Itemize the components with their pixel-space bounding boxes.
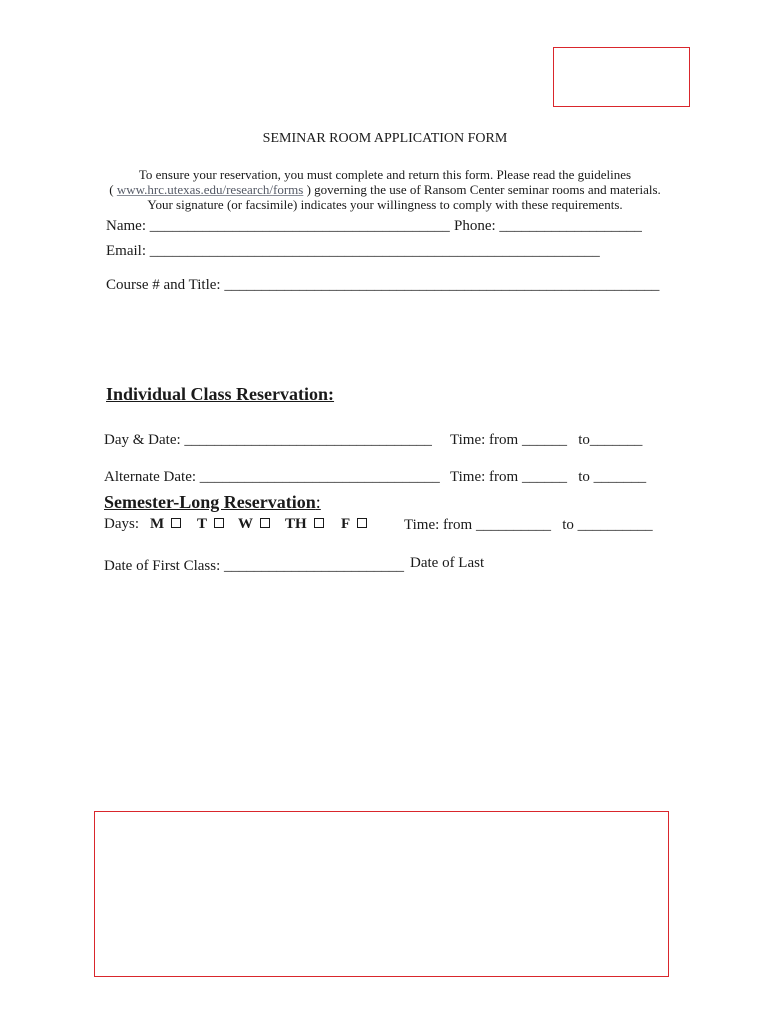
time-row-2 [450, 469, 646, 486]
time-from-field-2[interactable]: ______ [521, 469, 567, 485]
day-date-field[interactable]: _________________________________ [184, 432, 432, 448]
time-to-label-2: to [578, 469, 590, 485]
alt-date-row [104, 469, 440, 486]
intro-line-2-rest: ) governing the use of Ransom Center seminar rooms and materials. [303, 182, 661, 197]
course-row [106, 277, 659, 294]
individual-heading: Individual Class Reservation: [106, 384, 335, 404]
bottom-box [94, 811, 669, 977]
time-row-1 [450, 432, 642, 449]
semester-time-from-field[interactable]: __________ [475, 517, 551, 533]
day-friday-checkbox[interactable] [357, 518, 367, 528]
day-thursday[interactable] [285, 516, 324, 533]
semester-time-to-label: to [562, 517, 574, 533]
email-field[interactable]: ____________________________________________________________ [149, 243, 600, 259]
time-from-label-1: Time: from [450, 432, 519, 448]
day-thursday-label: TH [285, 516, 307, 532]
semester-heading-text: Semester-Long Reservation [104, 492, 316, 512]
time-from-field-1[interactable]: ______ [521, 432, 567, 448]
form-title: SEMINAR ROOM APPLICATION FORM [262, 131, 508, 146]
course-label: Course # and Title: [106, 277, 221, 293]
semester-time-from-label: Time: from [404, 517, 473, 533]
intro-line-3: Your signature (or facsimile) indicates your willingness to comply with these requirements. [147, 197, 623, 212]
day-date-label: Day & Date: [104, 432, 181, 448]
semester-time-row [404, 517, 653, 534]
day-date-row [104, 432, 432, 449]
intro-line-2 [0, 182, 770, 198]
name-field[interactable]: ________________________________________ [149, 218, 450, 234]
intro-line-1: To ensure your reservation, you must complete and return this form. Please read the guidelines [138, 167, 632, 182]
day-monday-checkbox[interactable] [171, 518, 181, 528]
name-label: Name: [106, 218, 146, 234]
day-monday-label: M [150, 516, 165, 532]
guidelines-link[interactable]: www.hrc.utexas.edu/research/forms [116, 182, 304, 197]
first-class-row [104, 558, 404, 575]
top-right-box [553, 47, 690, 107]
first-class-field[interactable]: ________________________ [224, 558, 404, 574]
time-to-label-1: to [578, 432, 590, 448]
time-from-label-2: Time: from [450, 469, 519, 485]
days-label: Days: [104, 516, 139, 532]
day-monday[interactable] [150, 516, 181, 533]
day-tuesday-checkbox[interactable] [214, 518, 224, 528]
course-field[interactable]: __________________________________________________________ [224, 277, 660, 293]
day-wednesday-checkbox[interactable] [260, 518, 270, 528]
day-friday[interactable] [341, 516, 367, 533]
semester-time-to-field[interactable]: __________ [577, 517, 653, 533]
day-wednesday-label: W [238, 516, 253, 532]
email-label: Email: [106, 243, 146, 259]
first-class-label: Date of First Class: [104, 558, 221, 574]
time-to-field-2[interactable]: _______ [593, 469, 647, 485]
intro-line-2-open: ( [109, 182, 117, 197]
day-friday-label: F [341, 516, 351, 532]
day-thursday-checkbox[interactable] [314, 518, 324, 528]
semester-heading [104, 492, 321, 513]
alt-date-field[interactable]: ________________________________ [199, 469, 440, 485]
time-to-field-1[interactable]: _______ [589, 432, 643, 448]
phone-row [454, 218, 642, 235]
phone-label: Phone: [454, 218, 496, 234]
phone-field[interactable]: ___________________ [499, 218, 642, 234]
name-row [106, 218, 450, 235]
last-class-label: Date of Last [410, 555, 485, 571]
email-row [106, 243, 600, 260]
day-tuesday[interactable] [197, 516, 224, 533]
alt-date-label: Alternate Date: [104, 469, 197, 485]
day-tuesday-label: T [197, 516, 208, 532]
semester-heading-colon: : [315, 492, 321, 512]
day-wednesday[interactable] [238, 516, 270, 533]
